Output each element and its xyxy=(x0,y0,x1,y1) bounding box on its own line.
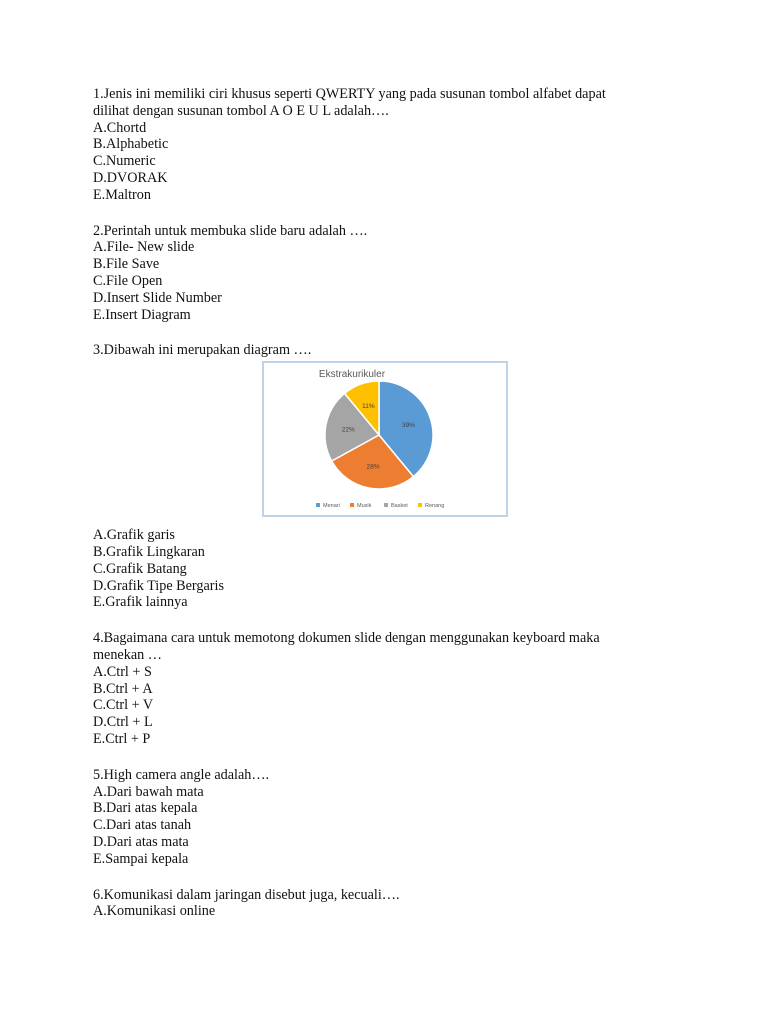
legend-label: Menari xyxy=(323,503,340,510)
question-stem: 4.Bagaimana cara untuk memotong dokumen slide dengan menggunakan keyboard maka xyxy=(93,630,600,647)
pie-value-label: 39% xyxy=(401,422,415,430)
pie-value-label: 11% xyxy=(362,403,375,411)
pie-value-label: 22% xyxy=(341,426,355,434)
legend-item-basket xyxy=(384,503,408,509)
answer-option: A.Ctrl + S xyxy=(93,663,152,680)
question-stem: menekan … xyxy=(93,646,162,663)
question-stem: dilihat dengan susunan tombol A O E U L adalah…. xyxy=(93,102,389,119)
answer-option: E.Grafik lainnya xyxy=(93,594,188,611)
spacer xyxy=(93,611,693,630)
legend-item-renang xyxy=(418,503,444,509)
question-stem: 6.Komunikasi dalam jaringan disebut juga, kecuali…. xyxy=(93,886,400,903)
question-stem: 5.High camera angle adalah…. xyxy=(93,766,270,783)
spacer xyxy=(93,204,693,223)
question-4 xyxy=(93,630,693,748)
legend-swatch xyxy=(350,503,354,507)
answer-option: C.Dari atas tanah xyxy=(93,817,192,834)
answer-option: A.File- New slide xyxy=(93,239,195,256)
worksheet-page xyxy=(93,86,693,920)
answer-option: D.Grafik Tipe Bergaris xyxy=(93,577,224,594)
pie-slices xyxy=(325,381,433,489)
question-1 xyxy=(93,86,693,204)
legend-item-musik xyxy=(350,503,372,509)
spacer xyxy=(93,323,693,342)
chart-title: Ekstrakurikuler xyxy=(318,369,386,381)
answer-option: D.Insert Slide Number xyxy=(93,289,222,306)
question-stem: 3.Dibawah ini merupakan diagram …. xyxy=(93,342,312,359)
pie-chart-container xyxy=(93,361,693,527)
legend-swatch xyxy=(384,503,388,507)
legend-swatch xyxy=(316,503,320,507)
answer-option: D.DVORAK xyxy=(93,169,168,186)
answer-option: E.Insert Diagram xyxy=(93,306,191,323)
answer-option: A.Komunikasi online xyxy=(93,903,216,920)
legend-label: Musik xyxy=(357,503,372,510)
question-6 xyxy=(93,887,693,921)
answer-option: B.File Save xyxy=(93,256,160,273)
answer-option: C.Ctrl + V xyxy=(93,697,154,714)
legend-label: Renang xyxy=(425,503,445,510)
answer-option: D.Dari atas mata xyxy=(93,833,189,850)
question-stem: 2.Perintah untuk membuka slide baru adalah …. xyxy=(93,222,368,239)
spacer xyxy=(93,748,693,767)
answer-option: A.Grafik garis xyxy=(93,527,175,544)
legend-label: Basket xyxy=(391,503,408,510)
question-stem: 1.Jenis ini memiliki ciri khusus seperti QWERTY yang pada susunan tombol alfabet dapat xyxy=(93,86,606,102)
answer-option: C.File Open xyxy=(93,272,163,289)
legend-item-menari xyxy=(316,503,340,509)
answer-option: A.Chortd xyxy=(93,119,147,136)
question-2 xyxy=(93,223,693,324)
chart-legend xyxy=(316,503,444,509)
answer-option: E.Maltron xyxy=(93,186,151,203)
answer-option: E.Ctrl + P xyxy=(93,730,151,747)
question-3 xyxy=(93,342,693,611)
answer-option: B.Ctrl + A xyxy=(93,680,153,697)
answer-option: C.Grafik Batang xyxy=(93,560,187,577)
pie-chart xyxy=(262,361,508,517)
answer-option: B.Alphabetic xyxy=(93,136,169,153)
spacer xyxy=(93,868,693,887)
answer-option: B.Dari atas kepala xyxy=(93,800,198,817)
question-5 xyxy=(93,767,693,868)
answer-option: C.Numeric xyxy=(93,153,156,170)
answer-option: D.Ctrl + L xyxy=(93,714,153,731)
legend-swatch xyxy=(418,503,422,507)
answer-option: A.Dari bawah mata xyxy=(93,783,204,800)
pie-value-label: 28% xyxy=(366,463,380,471)
answer-option: B.Grafik Lingkaran xyxy=(93,543,205,560)
answer-option: E.Sampai kepala xyxy=(93,850,189,867)
